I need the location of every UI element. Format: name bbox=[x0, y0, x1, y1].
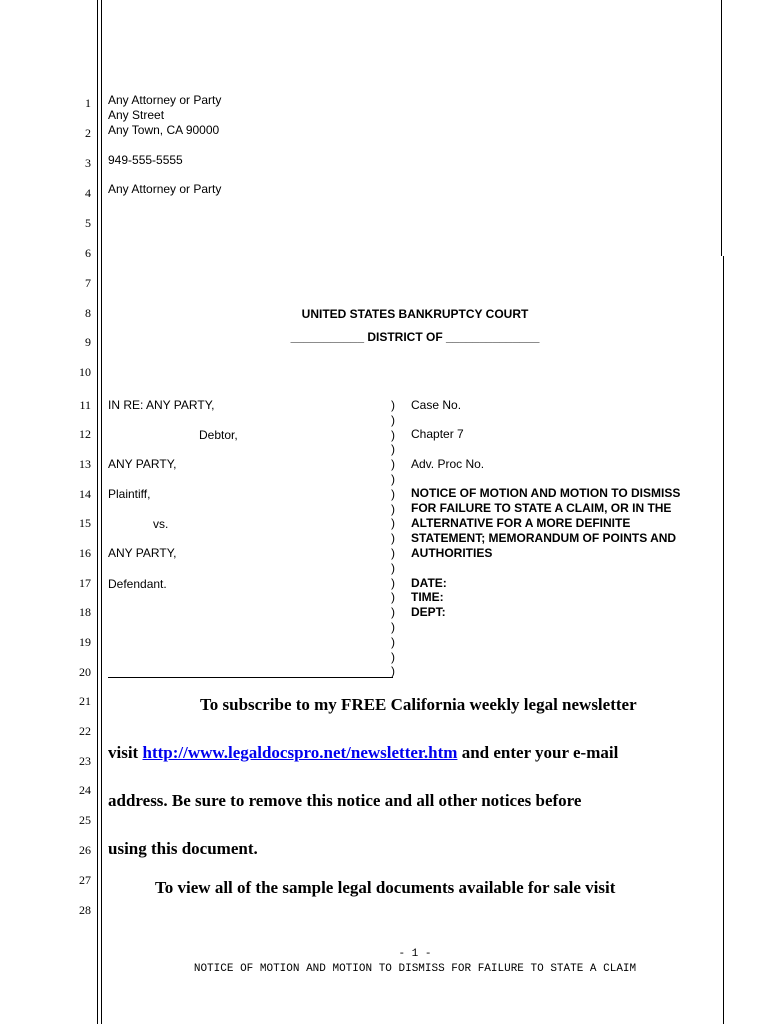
caption-party2: ANY PARTY, bbox=[108, 546, 177, 560]
line-number: 16 bbox=[79, 546, 91, 560]
attorney-for: Any Attorney or Party bbox=[108, 182, 222, 196]
motion-title-line: NOTICE OF MOTION AND MOTION TO DISMISS bbox=[411, 486, 681, 500]
line-number: 20 bbox=[79, 665, 91, 679]
line-number: 23 bbox=[79, 754, 91, 768]
left-margin-rule-outer bbox=[97, 0, 98, 1024]
line-number: 8 bbox=[85, 306, 91, 320]
line-number: 4 bbox=[85, 186, 91, 200]
line-number: 9 bbox=[85, 335, 91, 349]
motion-title-line: AUTHORITIES bbox=[411, 546, 493, 560]
chapter: Chapter 7 bbox=[411, 427, 464, 441]
attorney-street: Any Street bbox=[108, 108, 165, 122]
line-number: 25 bbox=[79, 813, 91, 827]
hearing-time: TIME: bbox=[411, 590, 444, 604]
caption-paren: ) bbox=[391, 457, 395, 472]
line-number: 12 bbox=[79, 427, 91, 441]
right-margin-rule-upper bbox=[721, 0, 722, 256]
notice-email-text: and enter your e-mail bbox=[457, 743, 619, 762]
caption-defendant: Defendant. bbox=[108, 577, 167, 591]
attorney-city: Any Town, CA 90000 bbox=[108, 123, 220, 137]
line-number: 24 bbox=[79, 783, 91, 797]
caption-party1: ANY PARTY, bbox=[108, 457, 177, 471]
caption-paren: ) bbox=[391, 486, 395, 501]
notice-line-1: To subscribe to my FREE California weekly legal newsletter bbox=[200, 695, 637, 714]
attorney-name: Any Attorney or Party bbox=[108, 93, 222, 107]
line-number: 15 bbox=[79, 516, 91, 530]
caption-paren: ) bbox=[391, 531, 395, 546]
notice-visit-text: visit bbox=[108, 743, 143, 762]
caption-paren: ) bbox=[391, 501, 395, 516]
adversary-proceeding-number: Adv. Proc No. bbox=[411, 457, 485, 471]
caption-plaintiff: Plaintiff, bbox=[108, 487, 151, 501]
caption-in-re: IN RE: ANY PARTY, bbox=[108, 398, 215, 412]
line-number: 19 bbox=[79, 635, 91, 649]
line-number: 28 bbox=[79, 903, 91, 917]
line-number: 5 bbox=[85, 216, 91, 230]
line-number: 10 bbox=[79, 365, 91, 379]
case-number: Case No. bbox=[411, 398, 462, 412]
caption-underline bbox=[108, 677, 393, 678]
notice-line-2 bbox=[108, 743, 618, 763]
court-name: UNITED STATES BANKRUPTCY COURT bbox=[301, 307, 529, 321]
line-number: 22 bbox=[79, 724, 91, 738]
caption-debtor: Debtor, bbox=[199, 428, 238, 442]
caption-paren: ) bbox=[391, 634, 395, 649]
hearing-dept: DEPT: bbox=[411, 605, 446, 619]
caption-vs: vs. bbox=[153, 517, 169, 531]
caption-paren: ) bbox=[391, 472, 395, 486]
caption-paren: ) bbox=[391, 442, 395, 457]
notice-line-5: To view all of the sample legal documents available for sale visit bbox=[155, 878, 616, 897]
notice-line-3: address. Be sure to remove this notice and all other notices before bbox=[108, 791, 582, 810]
line-number: 26 bbox=[79, 843, 91, 857]
caption-paren: ) bbox=[391, 412, 395, 427]
line-number: 11 bbox=[79, 398, 91, 412]
line-number: 13 bbox=[79, 457, 91, 471]
motion-title-line: FOR FAILURE TO STATE A CLAIM, OR IN THE bbox=[411, 501, 672, 515]
motion-title-line: STATEMENT; MEMORANDUM OF POINTS AND bbox=[411, 531, 677, 545]
line-number: 3 bbox=[85, 156, 91, 170]
caption-paren: ) bbox=[391, 560, 395, 575]
caption-paren: ) bbox=[391, 516, 395, 531]
caption-paren: ) bbox=[391, 398, 395, 412]
caption-paren: ) bbox=[391, 605, 395, 620]
footer-title: NOTICE OF MOTION AND MOTION TO DISMISS FOR FAILURE TO STATE A CLAIM bbox=[193, 963, 637, 975]
line-number: 18 bbox=[79, 605, 91, 619]
court-district: ___________ DISTRICT OF ______________ bbox=[290, 330, 540, 344]
caption-paren: ) bbox=[391, 649, 395, 664]
line-number: 6 bbox=[85, 246, 91, 260]
line-number: 1 bbox=[85, 96, 91, 110]
line-number: 7 bbox=[85, 276, 91, 290]
caption-paren: ) bbox=[391, 546, 395, 560]
attorney-phone: 949-555-5555 bbox=[108, 153, 183, 167]
motion-title-line: ALTERNATIVE FOR A MORE DEFINITE bbox=[411, 516, 631, 530]
caption-paren: ) bbox=[391, 590, 395, 605]
right-margin-rule-lower bbox=[723, 256, 724, 1024]
caption-paren: ) bbox=[391, 620, 395, 634]
notice-line-4: using this document. bbox=[108, 839, 258, 858]
caption-paren: ) bbox=[391, 664, 395, 679]
line-number: 2 bbox=[85, 126, 91, 140]
newsletter-link[interactable]: http://www.legaldocspro.net/newsletter.htm bbox=[142, 743, 458, 762]
line-number: 27 bbox=[79, 873, 91, 887]
line-number: 21 bbox=[79, 694, 91, 708]
caption-paren: ) bbox=[391, 575, 395, 590]
line-number: 14 bbox=[79, 487, 91, 501]
caption-paren: ) bbox=[391, 427, 395, 442]
left-margin-rule-inner bbox=[101, 0, 102, 1024]
hearing-date: DATE: bbox=[411, 576, 447, 590]
line-number: 17 bbox=[79, 576, 91, 590]
page-number: - 1 - bbox=[398, 948, 432, 960]
